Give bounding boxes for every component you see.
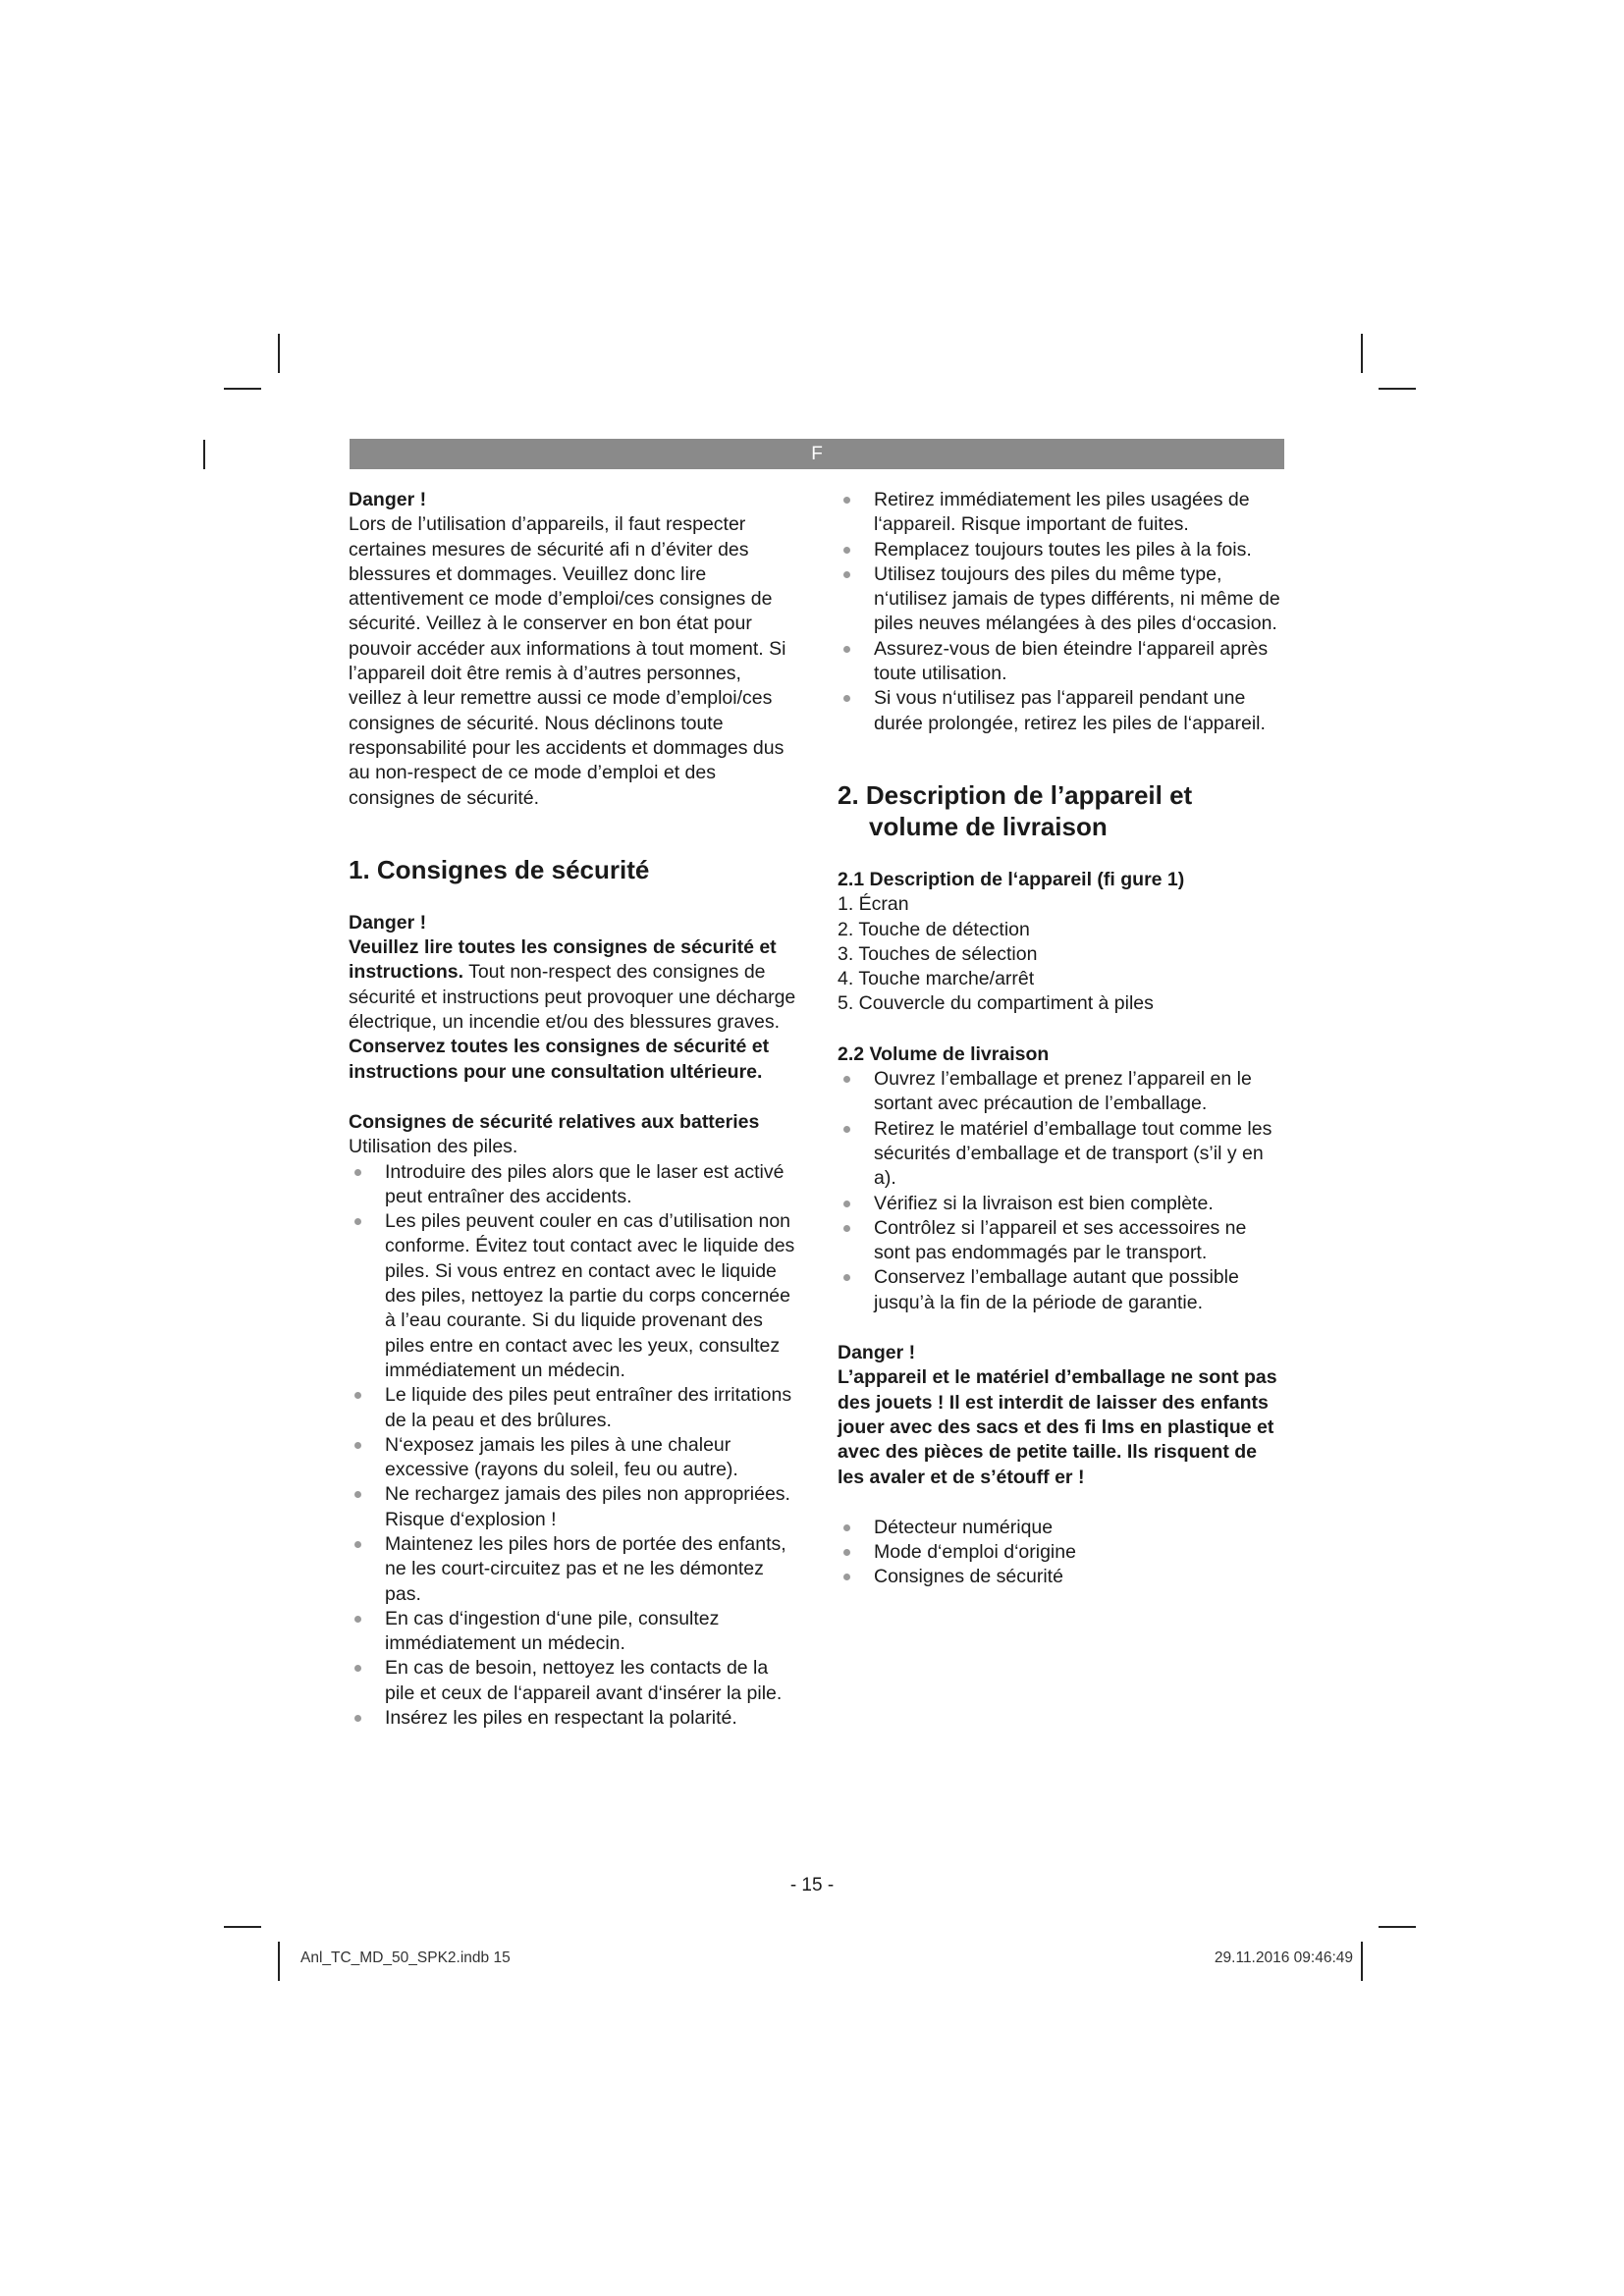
- bullet-icon: [843, 547, 850, 554]
- intro-paragraph: Lors de l’utilisation d’appareils, il faut respecter certaines mesures de sécurité afi n d’éviter des blessures et dommages. Veuillez donc lire attentivement ce mode d’emploi/ces consignes de sécurité. Veillez à le conserver en bon état pour pouvoir accéder aux informations à tout moment. Si l’appareil doit être remis à d’autres personnes, veillez à leur remettre aussi ce mode d’emploi/ces consignes de sécurité. Nous déclinons toute responsabilité pour les accidents et dommages dus au non-respect de ce mode d’emploi et des consignes de sécurité.: [349, 513, 786, 809]
- list-item: Mode d‘emploi d‘origine: [838, 1540, 1284, 1565]
- package-contents-list: [838, 1516, 1284, 1590]
- crop-mark: [278, 1942, 280, 1981]
- bullet-icon: [354, 1218, 361, 1225]
- bullet-icon: [843, 1225, 850, 1232]
- section-2-2-title: 2.2 Volume de livraison: [838, 1042, 1050, 1065]
- bullet-icon: [354, 1169, 361, 1176]
- page-number: - 15 -: [789, 1875, 835, 1896]
- bullet-icon: [843, 1126, 850, 1133]
- list-item: Introduire des piles alors que le laser est activé peut entraîner des accidents.: [349, 1160, 798, 1210]
- crop-mark: [1379, 388, 1416, 390]
- section-1-text: Tout non-respect des consignes de sécurité et instructions peut provoquer une décharge électrique, un incendie et/ou des blessures graves.: [349, 961, 796, 1034]
- section-1-title: 1. Consignes de sécurité: [349, 854, 650, 884]
- packaging-danger-label: Danger !: [838, 1342, 916, 1364]
- batteries-subtitle: Utilisation des piles.: [349, 1136, 518, 1158]
- list-item: Remplacez toujours toutes les piles à la fois.: [838, 538, 1284, 562]
- crop-mark: [224, 388, 261, 390]
- crop-mark: [1361, 1942, 1363, 1981]
- bullet-icon: [843, 1574, 850, 1580]
- crop-mark: [1379, 1926, 1416, 1928]
- list-item: Détecteur numérique: [838, 1516, 1284, 1540]
- section-2-1-title: 2.1 Description de l‘appareil (fi gure 1): [838, 868, 1185, 890]
- list-item: Insérez les piles en respectant la polarité.: [349, 1706, 798, 1731]
- bullet-icon: [843, 1274, 850, 1281]
- bullet-icon: [843, 1524, 850, 1531]
- intro-danger-label: Danger !: [349, 489, 427, 510]
- list-item: Contrôlez si l’appareil et ses accessoires ne sont pas endommagés par le transport.: [838, 1216, 1284, 1266]
- bullet-icon: [354, 1392, 361, 1399]
- list-item: Consignes de sécurité: [838, 1565, 1284, 1589]
- crop-mark: [224, 1926, 261, 1928]
- device-parts-list: [838, 892, 1284, 1016]
- right-column: [838, 488, 1284, 1590]
- list-item: 2. Touche de détection: [838, 918, 1030, 940]
- footer-filename: Anl_TC_MD_50_SPK2.indb 15: [300, 1949, 511, 1966]
- list-item: 5. Couvercle du compartiment à piles: [838, 992, 1154, 1015]
- bullet-icon: [354, 1665, 361, 1672]
- packaging-warning: L’appareil et le matériel d’emballage ne sont pas des jouets ! Il est interdit de laisser des enfants jouer avec des sacs et des fi lms en plastique et avec des pièces de petite taille. Ils risquent de les avaler et de s’étouff er !: [838, 1366, 1277, 1488]
- list-item: En cas de besoin, nettoyez les contacts de la pile et ceux de l‘appareil avant d‘insérer la pile.: [349, 1656, 798, 1706]
- section-2-title: 2. Description de l’appareil et volume de livraison: [838, 779, 1193, 841]
- list-item: Les piles peuvent couler en cas d’utilisation non conforme. Évitez tout contact avec le liquide des piles. Si vous entrez en contact avec le liquide des piles, nettoyez la partie du corps concernée à l’eau courante. Si du liquide provenant des piles entre en contact avec les yeux, consultez immédiatement un médecin.: [349, 1209, 798, 1383]
- bullet-icon: [843, 497, 850, 504]
- footer-timestamp: 29.11.2016 09:46:49: [1214, 1949, 1353, 1966]
- section-1-paragraph: [349, 935, 798, 1035]
- list-item: Le liquide des piles peut entraîner des irritations de la peau et des brûlures.: [349, 1383, 798, 1433]
- battery-safety-list-continued: [838, 488, 1284, 736]
- list-item: N‘exposez jamais les piles à une chaleur excessive (rayons du soleil, feu ou autre).: [349, 1433, 798, 1483]
- list-item: Ne rechargez jamais des piles non appropriées. Risque d‘explosion !: [349, 1482, 798, 1532]
- language-bar: F: [350, 439, 1284, 469]
- section-1-bold-text: Veuillez lire toutes les consignes de sécurité et instructions.: [349, 936, 777, 984]
- crop-mark: [278, 334, 280, 373]
- list-item: Assurez-vous de bien éteindre l‘appareil après toute utilisation.: [838, 637, 1284, 687]
- bullet-icon: [843, 571, 850, 578]
- list-item: 4. Touche marche/arrêt: [838, 968, 1035, 990]
- list-item: 3. Touches de sélection: [838, 942, 1038, 965]
- bullet-icon: [843, 1549, 850, 1556]
- list-item: Si vous n‘utilisez pas l‘appareil pendant une durée prolongée, retirez les piles de l‘appareil.: [838, 686, 1284, 736]
- bullet-icon: [843, 1201, 850, 1207]
- bullet-icon: [843, 695, 850, 702]
- list-item: En cas d‘ingestion d‘une pile, consultez immédiatement un médecin.: [349, 1607, 798, 1657]
- delivery-list: [838, 1067, 1284, 1315]
- bullet-icon: [354, 1491, 361, 1498]
- section-1-keep-instructions: Conservez toutes les consignes de sécurité et instructions pour une consultation ultérieure.: [349, 1036, 770, 1083]
- crop-mark: [1361, 334, 1363, 373]
- bullet-icon: [843, 646, 850, 653]
- list-item: 1. Écran: [838, 893, 909, 916]
- list-item: Maintenez les piles hors de portée des enfants, ne les court-circuitez pas et ne les démontez pas.: [349, 1532, 798, 1607]
- batteries-title: Consignes de sécurité relatives aux batteries: [349, 1110, 760, 1133]
- bullet-icon: [354, 1541, 361, 1548]
- bullet-icon: [843, 1076, 850, 1083]
- list-item: Conservez l’emballage autant que possible jusqu’à la fin de la période de garantie.: [838, 1265, 1284, 1315]
- list-item: Retirez immédiatement les piles usagées de l‘appareil. Risque important de fuites.: [838, 488, 1284, 538]
- section-1-danger-label: Danger !: [349, 911, 427, 934]
- bullet-icon: [354, 1616, 361, 1623]
- list-item: Retirez le matériel d’emballage tout comme les sécurités d’emballage et de transport (s’il y en a).: [838, 1117, 1284, 1192]
- list-item: Utilisez toujours des piles du même type, n‘utilisez jamais de types différents, ni même de piles neuves mélangées à des piles d‘occasion.: [838, 562, 1284, 637]
- bullet-icon: [354, 1715, 361, 1722]
- left-column: [349, 488, 798, 1731]
- list-item: Ouvrez l’emballage et prenez l’appareil en le sortant avec précaution de l’emballage.: [838, 1067, 1284, 1117]
- list-item: Vérifiez si la livraison est bien complète.: [838, 1192, 1284, 1216]
- battery-safety-list: [349, 1160, 798, 1732]
- crop-mark: [203, 440, 205, 469]
- bullet-icon: [354, 1442, 361, 1449]
